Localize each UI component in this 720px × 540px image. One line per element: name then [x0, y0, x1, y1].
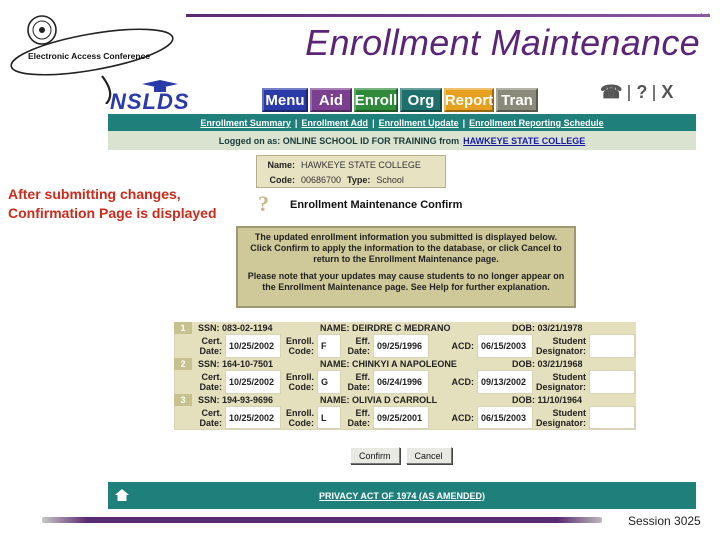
record-ssn: SSN: 083-02-1194: [198, 323, 273, 333]
eff-date-value: 09/25/1996: [373, 334, 429, 358]
acd-label: ACD:: [429, 334, 477, 358]
tab-menu[interactable]: [262, 88, 308, 112]
enroll-code-value: G: [317, 370, 341, 394]
tab-enroll[interactable]: [354, 88, 398, 112]
cert-date-label: Cert. Date:: [175, 334, 225, 358]
menu-separator: |: [462, 117, 466, 128]
warning-message: Please note that your updates may cause students to no longer appear on the Enrollment Maintenance page. See Help for further explanation.: [247, 271, 565, 292]
svg-text:NSLDS: NSLDS: [110, 89, 190, 112]
callout-line-2: Confirmation Page is displayed: [8, 205, 217, 221]
school-code-value: 00686700: [301, 175, 342, 185]
school-name-value: HAWKEYE STATE COLLEGE: [301, 160, 421, 170]
footer-bar: [108, 482, 696, 509]
record-name: NAME: OLIVIA D CARROLL: [320, 395, 438, 405]
school-info-box: [256, 155, 446, 188]
student-records: [174, 322, 636, 430]
school-code-row: [263, 173, 404, 187]
confirmation-message: The updated enrollment information you submitted is displayed below. Click Confirm to apply the information to the database, or click Cancel to return to the Enrollment Maintenance page.: [250, 232, 562, 264]
menu-link-enrollment-add[interactable]: Enrollment Add: [301, 117, 369, 128]
acd-value: 06/15/2003: [477, 406, 533, 429]
tab-report[interactable]: [444, 88, 494, 112]
menu-separator: |: [372, 117, 375, 128]
record-number: 2: [174, 358, 192, 370]
record-detail-row: [174, 370, 636, 394]
eff-date-label: Eff. Date:: [341, 406, 373, 429]
slide-number: 25: [687, 514, 701, 528]
phone-icon[interactable]: ☎: [600, 82, 623, 102]
record-header: [174, 358, 636, 370]
logon-bar: [108, 131, 696, 150]
record-dob: DOB: 03/21/1968: [512, 359, 583, 369]
tab-label: Menu: [265, 91, 305, 109]
eff-date-label: Eff. Date:: [341, 370, 373, 394]
slide-title: Enrollment Maintenance: [305, 22, 700, 63]
school-name-row: [263, 158, 421, 172]
tab-label: Org: [407, 91, 435, 109]
school-type-value: School: [376, 175, 404, 185]
record-detail-row: [174, 334, 636, 358]
home-icon[interactable]: [114, 488, 130, 502]
student-designator-label: Student Designator:: [533, 334, 589, 358]
tab-org[interactable]: [400, 88, 442, 112]
record-name: NAME: CHINKYI A NAPOLEONE: [320, 359, 457, 369]
logo-caption: Electronic Access Conference: [28, 51, 151, 61]
enroll-code-label: Enroll. Code:: [281, 406, 317, 429]
enroll-code-label: Enroll. Code:: [281, 334, 317, 358]
main-nav-tabs: [262, 88, 538, 112]
page-heading: Enrollment Maintenance Confirm: [290, 199, 463, 211]
close-icon[interactable]: X: [661, 82, 674, 102]
acd-label: ACD:: [429, 370, 477, 394]
tab-label: Report: [444, 91, 494, 109]
record-header: [174, 322, 636, 334]
cert-date-value: 10/25/2002: [225, 370, 281, 394]
tab-label: Aid: [318, 91, 344, 109]
acd-value: 06/15/2003: [477, 334, 533, 358]
tab-label: Tran: [501, 91, 533, 109]
record-name: NAME: DEIRDRE C MEDRANO: [320, 323, 451, 333]
cancel-button[interactable]: Cancel: [406, 447, 452, 464]
menu-separator: |: [294, 117, 298, 128]
icon-separator: [653, 85, 655, 101]
confirmation-message-box: [236, 226, 576, 308]
enroll-code-label: Enroll. Code:: [281, 370, 317, 394]
tab-label: Enroll: [354, 91, 398, 109]
callout-line-1: After submitting changes,: [8, 186, 181, 202]
top-rule: [186, 14, 710, 17]
page-help-icon[interactable]: ?: [258, 191, 269, 216]
session-number: Session 30: [628, 514, 688, 528]
slide-callout: [8, 185, 217, 223]
record-number: 1: [174, 322, 192, 334]
student-designator-label: Student Designator:: [533, 370, 589, 394]
menu-link-enrollment-reporting-schedule[interactable]: Enrollment Reporting Schedule: [469, 117, 604, 128]
top-rule-end: · ·: [700, 9, 711, 18]
school-name-label: Name:: [267, 160, 295, 170]
eff-date-value: 09/25/2001: [373, 406, 429, 429]
enroll-code-value: F: [317, 334, 341, 358]
student-designator-value: [589, 334, 635, 358]
student-designator-label: Student Designator:: [533, 406, 589, 429]
action-buttons: [350, 447, 452, 464]
eff-date-label: Eff. Date:: [341, 334, 373, 358]
acd-value: 09/13/2002: [477, 370, 533, 394]
record-number: 3: [174, 394, 192, 406]
logon-school-link[interactable]: HAWKEYE STATE COLLEGE: [463, 135, 586, 146]
record-ssn: SSN: 194-93-9696: [198, 395, 274, 405]
help-icon[interactable]: ?: [636, 82, 648, 102]
logon-text: Logged on as: ONLINE SCHOOL ID FOR TRAINING from: [218, 135, 460, 146]
cert-date-label: Cert. Date:: [175, 406, 225, 429]
session-label: [628, 514, 701, 528]
student-designator-value: [589, 370, 635, 394]
record-dob: DOB: 03/21/1978: [512, 323, 583, 333]
record-header: [174, 394, 636, 406]
student-designator-value: [589, 406, 635, 429]
icon-separator: [628, 85, 630, 101]
enrollment-menu-bar: [108, 114, 696, 131]
enroll-code-value: L: [317, 406, 341, 429]
cert-date-value: 10/25/2002: [225, 334, 281, 358]
record-detail-row: [174, 406, 636, 430]
cert-date-label: Cert. Date:: [175, 370, 225, 394]
school-code-label: Code:: [269, 175, 295, 185]
record-dob: DOB: 11/10/1964: [512, 395, 583, 405]
menu-link-enrollment-summary[interactable]: Enrollment Summary: [200, 117, 291, 128]
record-ssn: SSN: 164-10-7501: [198, 359, 274, 369]
bottom-rule: [42, 517, 602, 523]
confirm-button[interactable]: Confirm: [350, 447, 400, 464]
tab-aid[interactable]: [310, 88, 352, 112]
privacy-act-link[interactable]: PRIVACY ACT OF 1974 (AS AMENDED): [318, 490, 486, 501]
utility-icons: [600, 82, 673, 103]
acd-label: ACD:: [429, 406, 477, 429]
tab-tran[interactable]: [496, 88, 538, 112]
nslds-logo: [108, 80, 212, 112]
eff-date-value: 06/24/1996: [373, 370, 429, 394]
school-type-label: Type:: [347, 175, 371, 185]
menu-link-enrollment-update[interactable]: Enrollment Update: [378, 117, 459, 128]
cert-date-value: 10/25/2002: [225, 406, 281, 429]
